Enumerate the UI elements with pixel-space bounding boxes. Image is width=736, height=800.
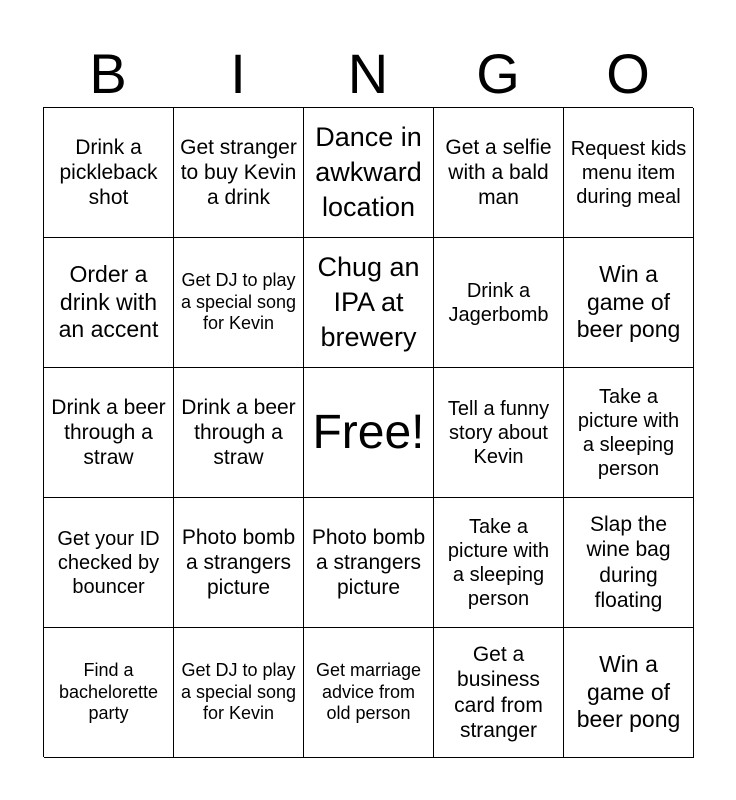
bingo-cell[interactable]: Get your ID checked by bouncer [44,498,174,628]
header-letter-n: N [347,42,389,105]
bingo-cell[interactable]: Win a game of beer pong [564,628,694,758]
bingo-cell[interactable]: Photo bomb a strangers picture [174,498,304,628]
bingo-cell[interactable]: Get a selfie with a bald man [434,108,564,238]
bingo-cell[interactable]: Get marriage advice from old person [304,628,434,758]
header-letter-i: I [230,42,246,105]
bingo-cell[interactable]: Drink a pickleback shot [44,108,174,238]
bingo-cell[interactable]: Get DJ to play a special song for Kevin [174,238,304,368]
bingo-header [43,44,693,104]
bingo-cell[interactable]: Photo bomb a strangers picture [304,498,434,628]
header-letter-g: G [476,42,520,105]
bingo-cell[interactable]: Order a drink with an accent [44,238,174,368]
bingo-cell[interactable]: Chug an IPA at brewery [304,238,434,368]
bingo-cell[interactable]: Find a bachelorette party [44,628,174,758]
bingo-cell[interactable]: Drink a beer through a straw [174,368,304,498]
header-letter-b: B [89,42,127,105]
bingo-cell[interactable]: Get DJ to play a special song for Kevin [174,628,304,758]
bingo-cell[interactable]: Get a business card from stranger [434,628,564,758]
header-letter-o: O [606,42,650,105]
bingo-cell[interactable]: Dance in awkward location [304,108,434,238]
bingo-cell[interactable]: Tell a funny story about Kevin [434,368,564,498]
bingo-cell[interactable]: Drink a beer through a straw [44,368,174,498]
bingo-cell[interactable]: Slap the wine bag during floating [564,498,694,628]
bingo-cell[interactable]: Drink a Jagerbomb [434,238,564,368]
free-space[interactable]: Free! [304,368,434,498]
bingo-cell[interactable]: Request kids menu item during meal [564,108,694,238]
bingo-cell[interactable]: Take a picture with a sleeping person [564,368,694,498]
bingo-cell[interactable]: Get stranger to buy Kevin a drink [174,108,304,238]
bingo-cell[interactable]: Take a picture with a sleeping person [434,498,564,628]
bingo-board [43,107,693,757]
bingo-cell[interactable]: Win a game of beer pong [564,238,694,368]
